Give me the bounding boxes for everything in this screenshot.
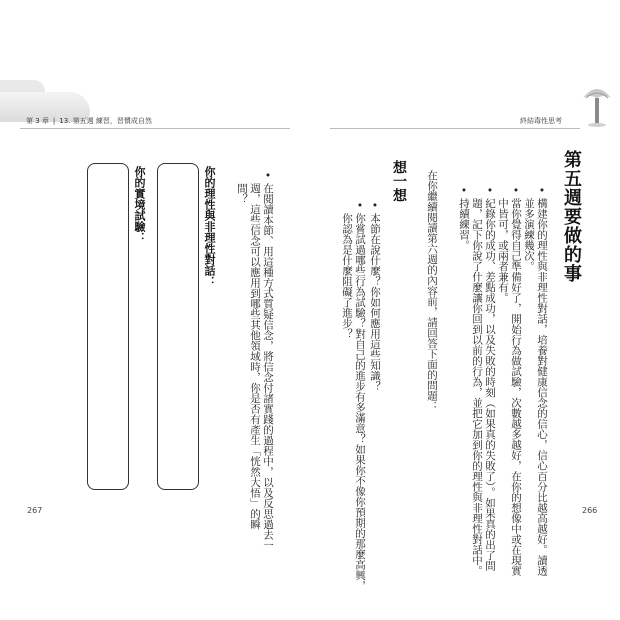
running-head-left: 第 3 章 | 13. 第五週 練習，習慣成自然 (26, 117, 152, 125)
question-line: 你嘗試過哪些行為試驗？對自己的進步有多滿意？如果你不像你預期的那麼高興， (354, 213, 366, 591)
header-rule-right (330, 128, 580, 129)
bullet-dot: • (369, 200, 381, 212)
todo-line: 紀錄你的成功、差點成功，以及失敗的時刻（如果真的失敗了）。如果真的出了問 (484, 198, 496, 571)
experiment-writing-box[interactable] (87, 163, 129, 490)
reflection-line: 週，這些信念可以應用到哪些其他領域時，你是否有產生「恍然大悟」的瞬 (249, 183, 261, 530)
bullet-dot: • (262, 170, 274, 182)
todo-line: 中皆可，或兩者兼有。 (497, 198, 509, 303)
running-head-right: 終結毒性思考 (520, 117, 562, 125)
todo-line: 構建你的理性與非理性對話，培養對健康信念的信心，信心百分比越高越好。讀透 (536, 198, 548, 576)
bullet-dot: • (536, 185, 548, 197)
page-number-left: 267 (27, 506, 43, 515)
header-rule-left (20, 128, 290, 129)
page-number-right: 266 (582, 506, 598, 515)
bullet-dot: • (510, 185, 522, 197)
todo-line: 持續練習。 (458, 198, 470, 251)
bullet-dot: • (354, 200, 366, 212)
todo-line: 題，記下你說了什麼讓你回到以前的行為，並把它加到你的理性與非理性對話中。 (471, 198, 483, 576)
todo-line: 當你覺得自己準備好了，開始行為做試驗，次數越多越好，在你的想像中或在現實 (510, 198, 522, 576)
experiment-box-label: 你的實境試驗： (133, 166, 146, 243)
reflection-line: 間？ (236, 183, 248, 204)
section-label: 13. 第五週 練習，習慣成自然 (59, 117, 152, 125)
section-title: 第五週要做的事 (561, 150, 582, 283)
question-line: 本節在說什麼？你如何應用這些知識？ (369, 213, 381, 392)
question-line: 你認為是什麼阻礙了進步？ (341, 213, 353, 339)
bullet-dot: • (484, 185, 496, 197)
chapter-label: 第 3 章 (26, 117, 49, 125)
todo-line: 並多演練幾次。 (523, 198, 535, 272)
dialogue-box-label: 你的理性與非理性對話： (203, 166, 216, 287)
reflection-line: 在閱讀本節、用這種方式質疑信念，將信念付諸實踐的過程中，以及反思過去一 (262, 183, 274, 551)
umbrella-tree-icon (580, 82, 614, 128)
bullet-dot: • (458, 185, 470, 197)
intro-text: 在你繼續閱讀第六週的內容前，請回答下面的問題： (426, 170, 438, 412)
dialogue-writing-box[interactable] (157, 163, 199, 490)
think-heading: 想一想 (391, 160, 407, 202)
